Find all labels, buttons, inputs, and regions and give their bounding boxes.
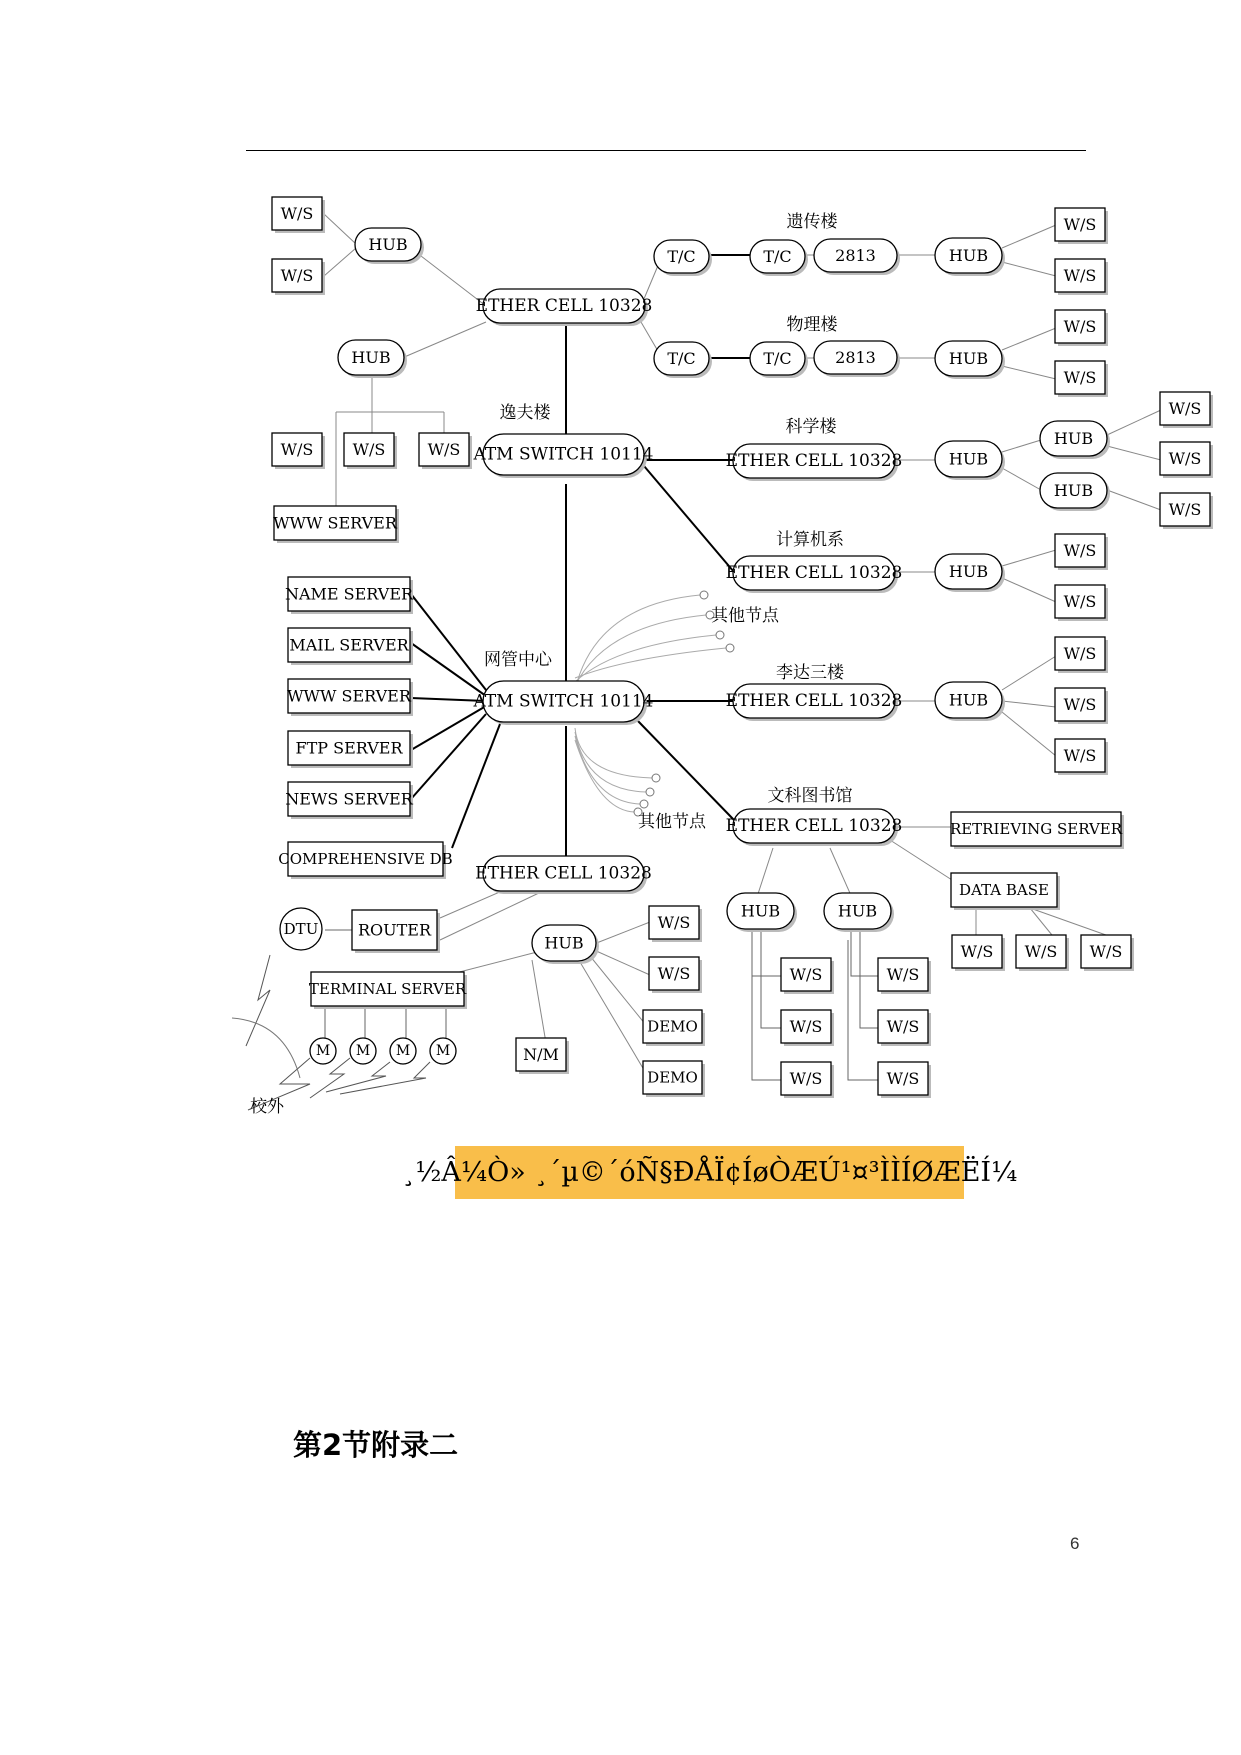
ws-box (1055, 259, 1108, 295)
link-line (1002, 656, 1056, 690)
link-line (830, 848, 853, 900)
ftp-server-box-label: FTP SERVER (295, 738, 403, 758)
radio-link (310, 1058, 350, 1098)
hub-node (935, 341, 1005, 379)
link-line (411, 643, 486, 696)
ws-box-label: W/S (1063, 541, 1097, 560)
hub-node-label: HUB (948, 562, 989, 581)
www-server-box-label: WWW SERVER (287, 686, 411, 706)
device-2813-node-label: 2813 (835, 246, 876, 265)
www-server-box (273, 506, 399, 543)
ether-cell-node (726, 444, 903, 481)
www-server-box-label: WWW SERVER (273, 513, 397, 533)
link-line (1002, 468, 1041, 490)
link-line (590, 956, 650, 1030)
demo-box-label: DEMO (647, 1068, 698, 1087)
ether-cell-node (726, 809, 903, 846)
ws-box-label: W/S (427, 440, 461, 459)
modem-node-label: M (395, 1043, 411, 1059)
hub-node (935, 554, 1005, 592)
ws-box-label: W/S (1063, 644, 1097, 663)
mail-server-box (288, 628, 413, 665)
ws-box (272, 197, 325, 233)
hub-node-label: HUB (948, 690, 989, 710)
ws-box-label: W/S (1063, 368, 1097, 387)
nm-box (516, 1038, 569, 1074)
ws-box (1055, 637, 1108, 673)
other-node (716, 631, 724, 639)
ws-box-label: W/S (960, 942, 994, 961)
other-node-link (575, 732, 646, 792)
link-line (851, 928, 879, 976)
demo-box-label: DEMO (647, 1017, 698, 1036)
ws-box (781, 1010, 834, 1046)
hub-node-label: HUB (368, 235, 408, 254)
ftp-server-box (288, 731, 413, 768)
label-other-nodes: 其他节点 (638, 812, 706, 832)
name-server-box (285, 577, 414, 614)
ws-box-label: W/S (1168, 449, 1202, 468)
link-line (860, 928, 879, 1028)
label-lida-building: 李达三楼 (776, 663, 844, 683)
ether-cell-node (476, 289, 653, 326)
link-line (637, 720, 734, 820)
modem-node (430, 1038, 456, 1064)
link-line (1002, 328, 1056, 350)
other-node-link (575, 635, 716, 682)
ws-box-label: W/S (1089, 942, 1123, 961)
ether-cell-node-label: ETHER CELL 10328 (725, 451, 903, 471)
comprehensive-db-box-label: COMPREHENSIVE DB (278, 850, 453, 868)
ws-box-label: W/S (352, 440, 386, 459)
link-line (452, 724, 500, 848)
hub-node-label: HUB (740, 901, 781, 921)
ws-box (1055, 585, 1108, 621)
link-line (1002, 440, 1041, 452)
atm-switch-node-label: ATM SWITCH 10114 (473, 691, 654, 712)
dtu-node (280, 908, 322, 950)
ws-box (1055, 310, 1108, 346)
ws-box-label: W/S (1063, 592, 1097, 611)
ws-box (344, 433, 397, 469)
section-title: 第2节附录二 (293, 1428, 459, 1462)
hub-node-label: HUB (1053, 429, 1094, 448)
ether-cell-node-label: ETHER CELL 10328 (475, 863, 652, 884)
router-box (352, 910, 440, 953)
ws-box (1055, 534, 1108, 570)
hub-node-label: HUB (948, 349, 989, 368)
modem-node-label: M (315, 1043, 331, 1059)
ws-box (1016, 935, 1069, 971)
mail-server-box-label: MAIL SERVER (289, 635, 409, 655)
ws-box (781, 1062, 834, 1098)
hub-node (1040, 473, 1110, 511)
modem-node (390, 1038, 416, 1064)
retrieving-server-box-label: RETRIEVING SERVER (949, 820, 1123, 838)
ws-box (878, 958, 931, 994)
label-other-nodes: 其他节点 (711, 606, 779, 626)
ws-box (649, 957, 702, 993)
comprehensive-db-box (278, 842, 452, 879)
news-server-box-label: NEWS SERVER (285, 789, 413, 809)
link-line (1002, 225, 1056, 248)
ws-box (1055, 208, 1108, 244)
link-line (411, 594, 486, 690)
ws-box (272, 259, 325, 295)
ws-box (419, 433, 472, 469)
tc-node (654, 240, 712, 276)
terminal-server-box (309, 972, 467, 1009)
hub-node (532, 925, 599, 964)
data-base-box-label: DATA BASE (959, 881, 1049, 899)
other-node-link (575, 648, 726, 678)
label-library: 文科图书馆 (767, 786, 853, 806)
hub-node-label: HUB (948, 246, 989, 265)
ws-box (1160, 392, 1213, 428)
atm-switch-node (473, 434, 654, 478)
demo-box (643, 1010, 705, 1046)
link-line (1107, 490, 1161, 510)
ether-cell-node-label: ETHER CELL 10328 (725, 691, 903, 711)
data-base-box (951, 873, 1060, 910)
ws-box-label: W/S (1063, 266, 1097, 285)
hub-node (935, 441, 1005, 480)
link-line (580, 962, 650, 1080)
nm-box-label: N/M (523, 1045, 559, 1064)
hub-node (1040, 421, 1110, 459)
ws-box (878, 1010, 931, 1046)
link-line (890, 840, 952, 880)
atm-switch-node-label: ATM SWITCH 10114 (473, 444, 654, 465)
link-line (440, 892, 541, 940)
ws-box (952, 935, 1005, 971)
ws-box-label: W/S (1063, 746, 1097, 765)
page-number: 6 (1070, 1534, 1080, 1553)
device-2813-node (814, 239, 900, 275)
news-server-box (285, 782, 414, 819)
ws-box-label: W/S (657, 964, 691, 983)
hub-node (338, 340, 407, 378)
tc-node-label: T/C (763, 247, 792, 266)
ws-box-label: W/S (1063, 215, 1097, 234)
ws-box-label: W/S (1168, 500, 1202, 519)
atm-switch-node (473, 681, 654, 725)
tc-node-label: T/C (667, 247, 696, 266)
link-line (1002, 578, 1056, 602)
demo-box (643, 1061, 705, 1097)
retrieving-server-box (950, 812, 1124, 849)
dtu-node-label: DTU (283, 920, 319, 938)
link-line (1002, 550, 1056, 566)
hub-node-label: HUB (544, 933, 584, 953)
ws-box-label: W/S (1168, 399, 1202, 418)
figure-caption: ¸½Â¼Ò» ¸´µ©´óÑ§ÐÅÏ¢ÍøÒÆÚ¹¤³ÌÌÍØÆËÍ¼ (455, 1146, 964, 1199)
tc-node-label: T/C (667, 349, 696, 368)
ws-box (781, 958, 834, 994)
label-cs-department: 计算机系 (776, 530, 844, 550)
hub-node (727, 893, 797, 932)
lightning-dtu (246, 955, 270, 1046)
device-2813-node (814, 341, 900, 377)
ws-box (878, 1062, 931, 1098)
link-line (1002, 701, 1056, 707)
ws-box-label: W/S (886, 1069, 920, 1088)
ether-cell-node-label: ETHER CELL 10328 (725, 563, 903, 583)
hub-node-label: HUB (948, 449, 989, 469)
ws-box (1055, 688, 1108, 724)
link-line (848, 940, 879, 1080)
hub-node (355, 228, 424, 264)
modem-node-label: M (435, 1043, 451, 1059)
other-node (646, 788, 654, 796)
hub-node (935, 238, 1005, 276)
nodes (250, 197, 1213, 1117)
modem-node (350, 1038, 376, 1064)
ws-box-label: W/S (280, 440, 314, 459)
ws-box (1055, 739, 1108, 775)
campus-boundary-arc (232, 1018, 300, 1078)
other-node (726, 644, 734, 652)
device-2813-node-label: 2813 (835, 348, 876, 367)
label-offcampus: 校外 (250, 1097, 284, 1117)
ws-box (1055, 361, 1108, 397)
link-line (402, 322, 486, 358)
link-line (1107, 446, 1161, 460)
ws-box-label: W/S (1063, 317, 1097, 336)
other-node (700, 591, 708, 599)
other-node (652, 774, 660, 782)
radio-link (340, 1062, 430, 1094)
hub-node (935, 682, 1005, 721)
modem-node (310, 1038, 336, 1064)
hub-node (824, 893, 894, 932)
label-noc: 网管中心 (484, 650, 552, 670)
modem-node-label: M (355, 1043, 371, 1059)
ws-box-label: W/S (657, 913, 691, 932)
atm1-cs (644, 466, 734, 572)
ws-box-label: W/S (1024, 942, 1058, 961)
ws-box-label: W/S (886, 965, 920, 984)
ws-box-label: W/S (789, 965, 823, 984)
www-server-box (287, 679, 413, 716)
other-node (640, 800, 648, 808)
ether-cell-node (726, 556, 903, 593)
ether-cell-node (726, 684, 903, 721)
link-line (324, 248, 356, 276)
ws-box (1081, 935, 1134, 971)
hub-node-label: HUB (351, 348, 391, 367)
link-line (1002, 366, 1056, 379)
link-line (1107, 410, 1161, 435)
ws-box (1160, 493, 1213, 529)
label-yifu-building: 逸夫楼 (499, 403, 551, 423)
other-node-link (575, 615, 706, 686)
label-physics-building: 物理楼 (786, 315, 838, 335)
ether-cell-node-label: ETHER CELL 10328 (725, 816, 903, 836)
hub-node-label: HUB (1053, 481, 1094, 500)
tc-node (750, 240, 808, 276)
ws-box-label: W/S (789, 1069, 823, 1088)
ws-box (649, 906, 702, 942)
radio-link (326, 1062, 390, 1092)
ws-box-label: W/S (1063, 695, 1097, 714)
link-line (1002, 262, 1056, 276)
hub-node-label: HUB (837, 901, 878, 921)
link-line (324, 214, 356, 244)
router-box-label: ROUTER (357, 920, 432, 940)
tc-node-label: T/C (763, 349, 792, 368)
tc-node (654, 342, 712, 378)
other-node-link (575, 595, 700, 690)
tc-node (750, 342, 808, 378)
link-line (594, 922, 650, 944)
name-server-box-label: NAME SERVER (284, 584, 414, 604)
label-genetics-building: 遗传楼 (786, 212, 838, 232)
ether-cell-node (475, 856, 652, 894)
ws-box (1160, 442, 1213, 478)
ether-cell-node-label: ETHER CELL 10328 (475, 296, 653, 316)
link-line (1002, 712, 1056, 756)
ws-box-label: W/S (280, 204, 314, 223)
ws-box-label: W/S (789, 1017, 823, 1036)
label-science-building: 科学楼 (785, 417, 837, 437)
ws-box-label: W/S (886, 1017, 920, 1036)
link-line (411, 714, 486, 799)
terminal-server-box-label: TERMINAL SERVER (308, 980, 467, 998)
link-line (532, 960, 546, 1043)
other-node-link (575, 728, 652, 778)
ws-box (272, 433, 325, 469)
ws-box-label: W/S (280, 266, 314, 285)
link-line (756, 848, 773, 900)
